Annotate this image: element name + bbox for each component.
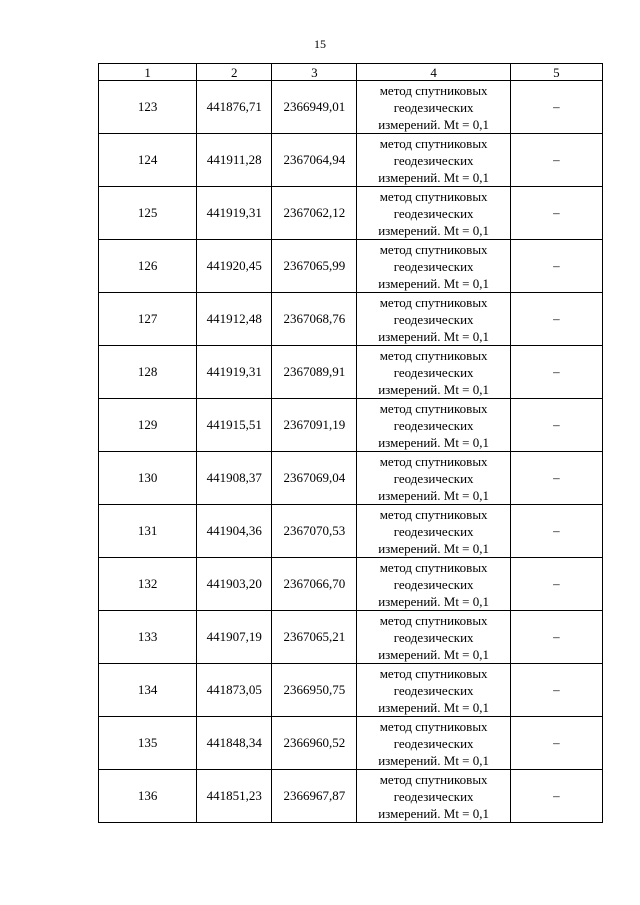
x-coordinate-cell: 441876,71 <box>197 81 272 134</box>
table-row <box>99 664 603 717</box>
table-row <box>99 187 603 240</box>
table-row <box>99 558 603 611</box>
point-number-cell: 131 <box>99 505 197 558</box>
y-coordinate-cell: 2367089,91 <box>272 346 357 399</box>
method-line-2: геодезических <box>393 311 474 327</box>
table-row <box>99 81 603 134</box>
header-col-2: 2 <box>197 64 272 81</box>
y-coordinate-cell: 2366949,01 <box>272 81 357 134</box>
table-row <box>99 770 603 823</box>
x-coordinate-cell: 441919,31 <box>197 187 272 240</box>
point-number-cell: 123 <box>99 81 197 134</box>
method-line-3: измерений. Mt = 0,1 <box>378 275 490 291</box>
method-line-3: измерений. Mt = 0,1 <box>378 328 490 344</box>
y-coordinate-cell: 2367065,99 <box>272 240 357 293</box>
description-cell: – <box>510 293 602 346</box>
page-number: 15 <box>314 37 326 51</box>
point-number-cell: 134 <box>99 664 197 717</box>
point-number-cell: 130 <box>99 452 197 505</box>
y-coordinate-cell: 2367069,04 <box>272 452 357 505</box>
x-coordinate-cell: 441919,31 <box>197 346 272 399</box>
description-cell: – <box>510 452 602 505</box>
method-line-2: геодезических <box>393 258 474 274</box>
method-line-1: метод спутниковых <box>379 506 488 522</box>
point-number-cell: 136 <box>99 770 197 823</box>
description-cell: – <box>510 240 602 293</box>
method-cell <box>357 240 510 293</box>
table-row <box>99 293 603 346</box>
point-number-cell: 127 <box>99 293 197 346</box>
point-number-cell: 133 <box>99 611 197 664</box>
method-line-3: измерений. Mt = 0,1 <box>378 593 490 609</box>
y-coordinate-cell: 2366960,52 <box>272 717 357 770</box>
method-cell <box>357 717 510 770</box>
description-cell: – <box>510 81 602 134</box>
x-coordinate-cell: 441848,34 <box>197 717 272 770</box>
y-coordinate-cell: 2367066,70 <box>272 558 357 611</box>
method-line-2: геодезических <box>393 417 474 433</box>
table-row <box>99 240 603 293</box>
table-row <box>99 717 603 770</box>
method-line-1: метод спутниковых <box>379 82 488 98</box>
point-number-cell: 126 <box>99 240 197 293</box>
method-line-3: измерений. Mt = 0,1 <box>378 434 490 450</box>
method-line-2: геодезических <box>393 470 474 486</box>
method-line-2: геодезических <box>393 152 474 168</box>
x-coordinate-cell: 441903,20 <box>197 558 272 611</box>
table-row <box>99 346 603 399</box>
x-coordinate-cell: 441851,23 <box>197 770 272 823</box>
method-line-2: геодезических <box>393 99 474 115</box>
description-cell: – <box>510 611 602 664</box>
method-line-1: метод спутниковых <box>379 400 488 416</box>
x-coordinate-cell: 441904,36 <box>197 505 272 558</box>
y-coordinate-cell: 2367064,94 <box>272 134 357 187</box>
method-line-2: геодезических <box>393 735 474 751</box>
table-header <box>99 64 603 81</box>
method-line-1: метод спутниковых <box>379 188 488 204</box>
method-cell <box>357 81 510 134</box>
method-line-3: измерений. Mt = 0,1 <box>378 540 490 556</box>
method-line-1: метод спутниковых <box>379 241 488 257</box>
description-cell: – <box>510 664 602 717</box>
x-coordinate-cell: 441915,51 <box>197 399 272 452</box>
header-col-4: 4 <box>357 64 510 81</box>
header-col-5: 5 <box>510 64 602 81</box>
method-line-3: измерений. Mt = 0,1 <box>378 222 490 238</box>
y-coordinate-cell: 2367062,12 <box>272 187 357 240</box>
method-line-3: измерений. Mt = 0,1 <box>378 381 490 397</box>
method-line-3: измерений. Mt = 0,1 <box>378 646 490 662</box>
method-line-1: метод спутниковых <box>379 718 488 734</box>
point-number-cell: 124 <box>99 134 197 187</box>
method-line-2: геодезических <box>393 576 474 592</box>
method-cell <box>357 293 510 346</box>
y-coordinate-cell: 2367091,19 <box>272 399 357 452</box>
x-coordinate-cell: 441907,19 <box>197 611 272 664</box>
method-line-3: измерений. Mt = 0,1 <box>378 116 490 132</box>
x-coordinate-cell: 441912,48 <box>197 293 272 346</box>
y-coordinate-cell: 2366950,75 <box>272 664 357 717</box>
y-coordinate-cell: 2367068,76 <box>272 293 357 346</box>
method-cell <box>357 505 510 558</box>
point-number-cell: 132 <box>99 558 197 611</box>
method-cell <box>357 346 510 399</box>
method-line-1: метод спутниковых <box>379 453 488 469</box>
method-line-2: геодезических <box>393 788 474 804</box>
x-coordinate-cell: 441873,05 <box>197 664 272 717</box>
table-row <box>99 452 603 505</box>
header-row <box>99 64 603 81</box>
coordinates-table <box>98 63 603 823</box>
method-line-1: метод спутниковых <box>379 665 488 681</box>
method-line-3: измерений. Mt = 0,1 <box>378 699 490 715</box>
description-cell: – <box>510 505 602 558</box>
table-row <box>99 134 603 187</box>
y-coordinate-cell: 2367065,21 <box>272 611 357 664</box>
description-cell: – <box>510 187 602 240</box>
y-coordinate-cell: 2366967,87 <box>272 770 357 823</box>
method-line-2: геодезических <box>393 205 474 221</box>
point-number-cell: 129 <box>99 399 197 452</box>
method-line-2: геодезических <box>393 523 474 539</box>
table-body <box>99 81 603 823</box>
method-line-3: измерений. Mt = 0,1 <box>378 752 490 768</box>
method-line-1: метод спутниковых <box>379 294 488 310</box>
method-cell <box>357 558 510 611</box>
method-line-1: метод спутниковых <box>379 771 488 787</box>
method-line-2: геодезических <box>393 682 474 698</box>
table-row <box>99 399 603 452</box>
header-col-3: 3 <box>272 64 357 81</box>
y-coordinate-cell: 2367070,53 <box>272 505 357 558</box>
method-cell <box>357 134 510 187</box>
description-cell: – <box>510 346 602 399</box>
description-cell: – <box>510 134 602 187</box>
x-coordinate-cell: 441908,37 <box>197 452 272 505</box>
description-cell: – <box>510 770 602 823</box>
method-cell <box>357 611 510 664</box>
description-cell: – <box>510 558 602 611</box>
method-cell <box>357 187 510 240</box>
point-number-cell: 125 <box>99 187 197 240</box>
table-row <box>99 611 603 664</box>
header-col-1: 1 <box>99 64 197 81</box>
method-line-2: геодезических <box>393 629 474 645</box>
point-number-cell: 128 <box>99 346 197 399</box>
table-row <box>99 505 603 558</box>
method-line-3: измерений. Mt = 0,1 <box>378 169 490 185</box>
method-line-1: метод спутниковых <box>379 135 488 151</box>
point-number-cell: 135 <box>99 717 197 770</box>
x-coordinate-cell: 441920,45 <box>197 240 272 293</box>
method-cell <box>357 399 510 452</box>
method-line-2: геодезических <box>393 364 474 380</box>
method-cell <box>357 664 510 717</box>
method-line-3: измерений. Mt = 0,1 <box>378 805 490 821</box>
method-line-1: метод спутниковых <box>379 559 488 575</box>
method-line-3: измерений. Mt = 0,1 <box>378 487 490 503</box>
description-cell: – <box>510 717 602 770</box>
description-cell: – <box>510 399 602 452</box>
method-line-1: метод спутниковых <box>379 347 488 363</box>
method-line-1: метод спутниковых <box>379 612 488 628</box>
method-cell <box>357 452 510 505</box>
x-coordinate-cell: 441911,28 <box>197 134 272 187</box>
method-cell <box>357 770 510 823</box>
